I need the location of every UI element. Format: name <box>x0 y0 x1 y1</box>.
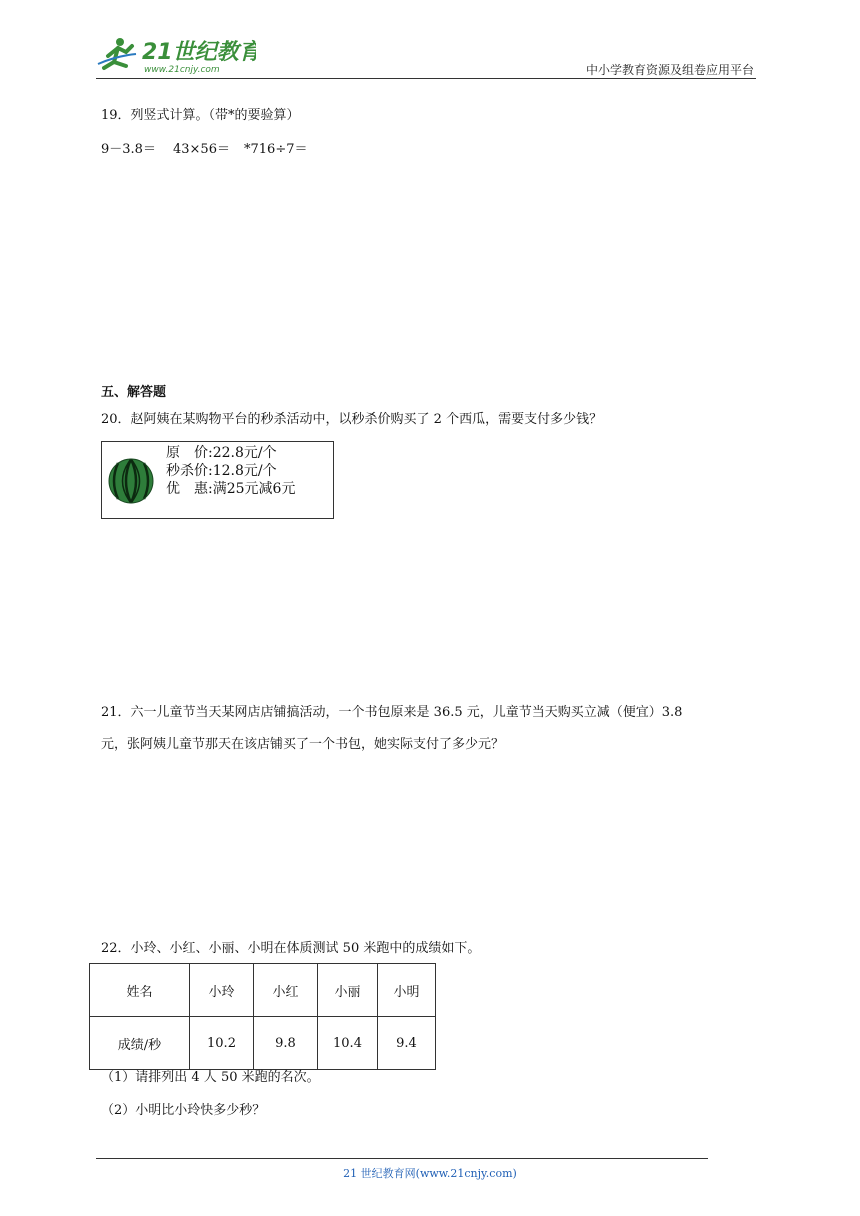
table-cell: 10.4 <box>318 1017 378 1070</box>
logo-url: www.21cnjy.com <box>144 65 220 75</box>
logo-text: 21世纪教育 <box>142 40 256 65</box>
table-cell: 姓名 <box>90 964 190 1017</box>
footer-divider <box>96 1158 708 1159</box>
q19-item-2: 43×56＝ <box>173 142 230 157</box>
platform-name: 中小学教育资源及组卷应用平台 <box>585 63 754 77</box>
q22-sub-1: （1）请排列出 4 人 50 米跑的名次。 <box>101 1070 320 1085</box>
table-cell: 小明 <box>378 964 436 1017</box>
q21-line-2: 元，张阿姨儿童节那天在该店铺买了一个书包，她实际支付了多少元？ <box>101 737 505 752</box>
table-cell: 10.2 <box>190 1017 254 1070</box>
q22-sub-2: （2）小明比小玲快多少秒？ <box>101 1103 266 1118</box>
runner-icon <box>98 38 136 68</box>
header-divider <box>96 78 756 79</box>
price-info <box>166 444 295 498</box>
table-cell: 9.8 <box>254 1017 318 1070</box>
watermelon-icon <box>108 458 154 508</box>
table-cell: 小玲 <box>190 964 254 1017</box>
table-cell: 成绩/秒 <box>90 1017 190 1070</box>
table-cell: 9.4 <box>378 1017 436 1070</box>
footer-link[interactable]: 21 世纪教育网(www.21cnjy.com) <box>343 1167 517 1180</box>
original-price: 原 价:22.8元/个 <box>166 445 277 461</box>
section-title: 五、解答题 <box>101 385 167 400</box>
flash-price: 秒杀价:12.8元/个 <box>166 463 277 479</box>
q19-item-1: 9－3.8＝ <box>101 142 156 157</box>
discount: 优 惠:满25元减6元 <box>166 481 296 497</box>
q20-stem: 20．赵阿姨在某购物平台的秒杀活动中，以秒杀价购买了 2 个西瓜，需要支付多少钱？ <box>101 412 603 427</box>
table-cell: 小丽 <box>318 964 378 1017</box>
score-table <box>89 963 436 1070</box>
price-card <box>101 441 334 519</box>
table-cell: 小红 <box>254 964 318 1017</box>
site-logo <box>96 34 256 76</box>
table-header-row <box>90 964 436 1017</box>
q19-item-3: *716÷7＝ <box>244 142 308 157</box>
q19-stem: 19．列竖式计算。（带*的要验算） <box>101 108 300 123</box>
q21-line-1: 21．六一儿童节当天某网店店铺搞活动，一个书包原来是 36.5 元，儿童节当天购买立减（便宜）3.8 <box>101 705 683 720</box>
table-row <box>90 1017 436 1070</box>
q22-stem: 22．小玲、小红、小丽、小明在体质测试 50 米跑中的成绩如下。 <box>101 941 481 956</box>
